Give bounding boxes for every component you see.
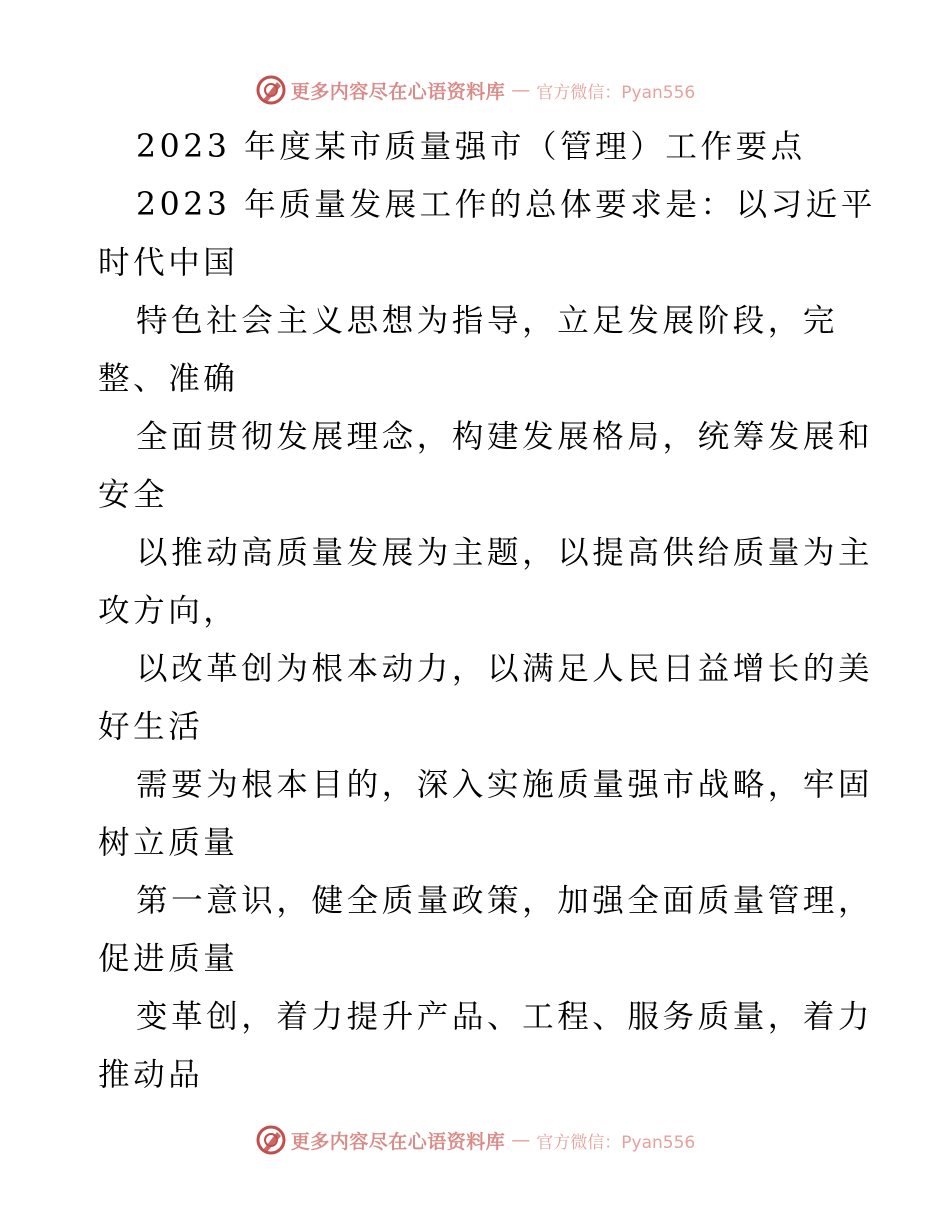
paragraph-line: 时代中国 xyxy=(98,245,239,281)
document-title: 2023 年度某市质量强市（管理）工作要点 xyxy=(136,129,806,165)
paragraph-line: 全面贯彻发展理念，构建发展格局，统筹发展和 xyxy=(136,419,874,455)
brand-logo-icon xyxy=(255,1124,287,1156)
document-body xyxy=(98,118,876,1104)
paragraph-line: 好生活 xyxy=(98,709,204,745)
brand-logo-icon xyxy=(255,74,287,106)
footer-watermark xyxy=(0,1123,950,1157)
paragraph-line: 推动品 xyxy=(98,1057,204,1093)
paragraph-line: 树立质量 xyxy=(98,825,239,861)
paragraph-line: 以改革创为根本动力，以满足人民日益增长的美 xyxy=(136,651,874,687)
header-watermark xyxy=(0,73,950,107)
paragraph-line: 2023 年质量发展工作的总体要求是：以习近平 xyxy=(136,187,876,223)
paragraph-line: 需要为根本目的，深入实施质量强市战略，牢固 xyxy=(136,767,874,803)
watermark-dash: — xyxy=(511,1129,531,1151)
paragraph-line: 安全 xyxy=(98,477,169,513)
watermark-wechat: 官方微信：Pyan556 xyxy=(536,82,696,103)
paragraph-line: 变革创，着力提升产品、工程、服务质量，着力 xyxy=(136,999,874,1035)
watermark-title: 更多内容尽在心语资料库 xyxy=(290,80,506,103)
paragraph-line: 促进质量 xyxy=(98,941,239,977)
watermark-dash: — xyxy=(511,79,531,101)
paragraph-line: 以推动高质量发展为主题，以提高供给质量为主 xyxy=(136,535,874,571)
paragraph-line: 特色社会主义思想为指导，立足发展阶段，完 xyxy=(136,303,839,339)
watermark-title: 更多内容尽在心语资料库 xyxy=(290,1130,506,1153)
paragraph-line: 攻方向， xyxy=(98,593,239,629)
watermark-wechat: 官方微信：Pyan556 xyxy=(536,1132,696,1153)
paragraph-line: 第一意识，健全质量政策，加强全面质量管理， xyxy=(136,883,874,919)
paragraph-line: 整、准确 xyxy=(98,361,239,397)
